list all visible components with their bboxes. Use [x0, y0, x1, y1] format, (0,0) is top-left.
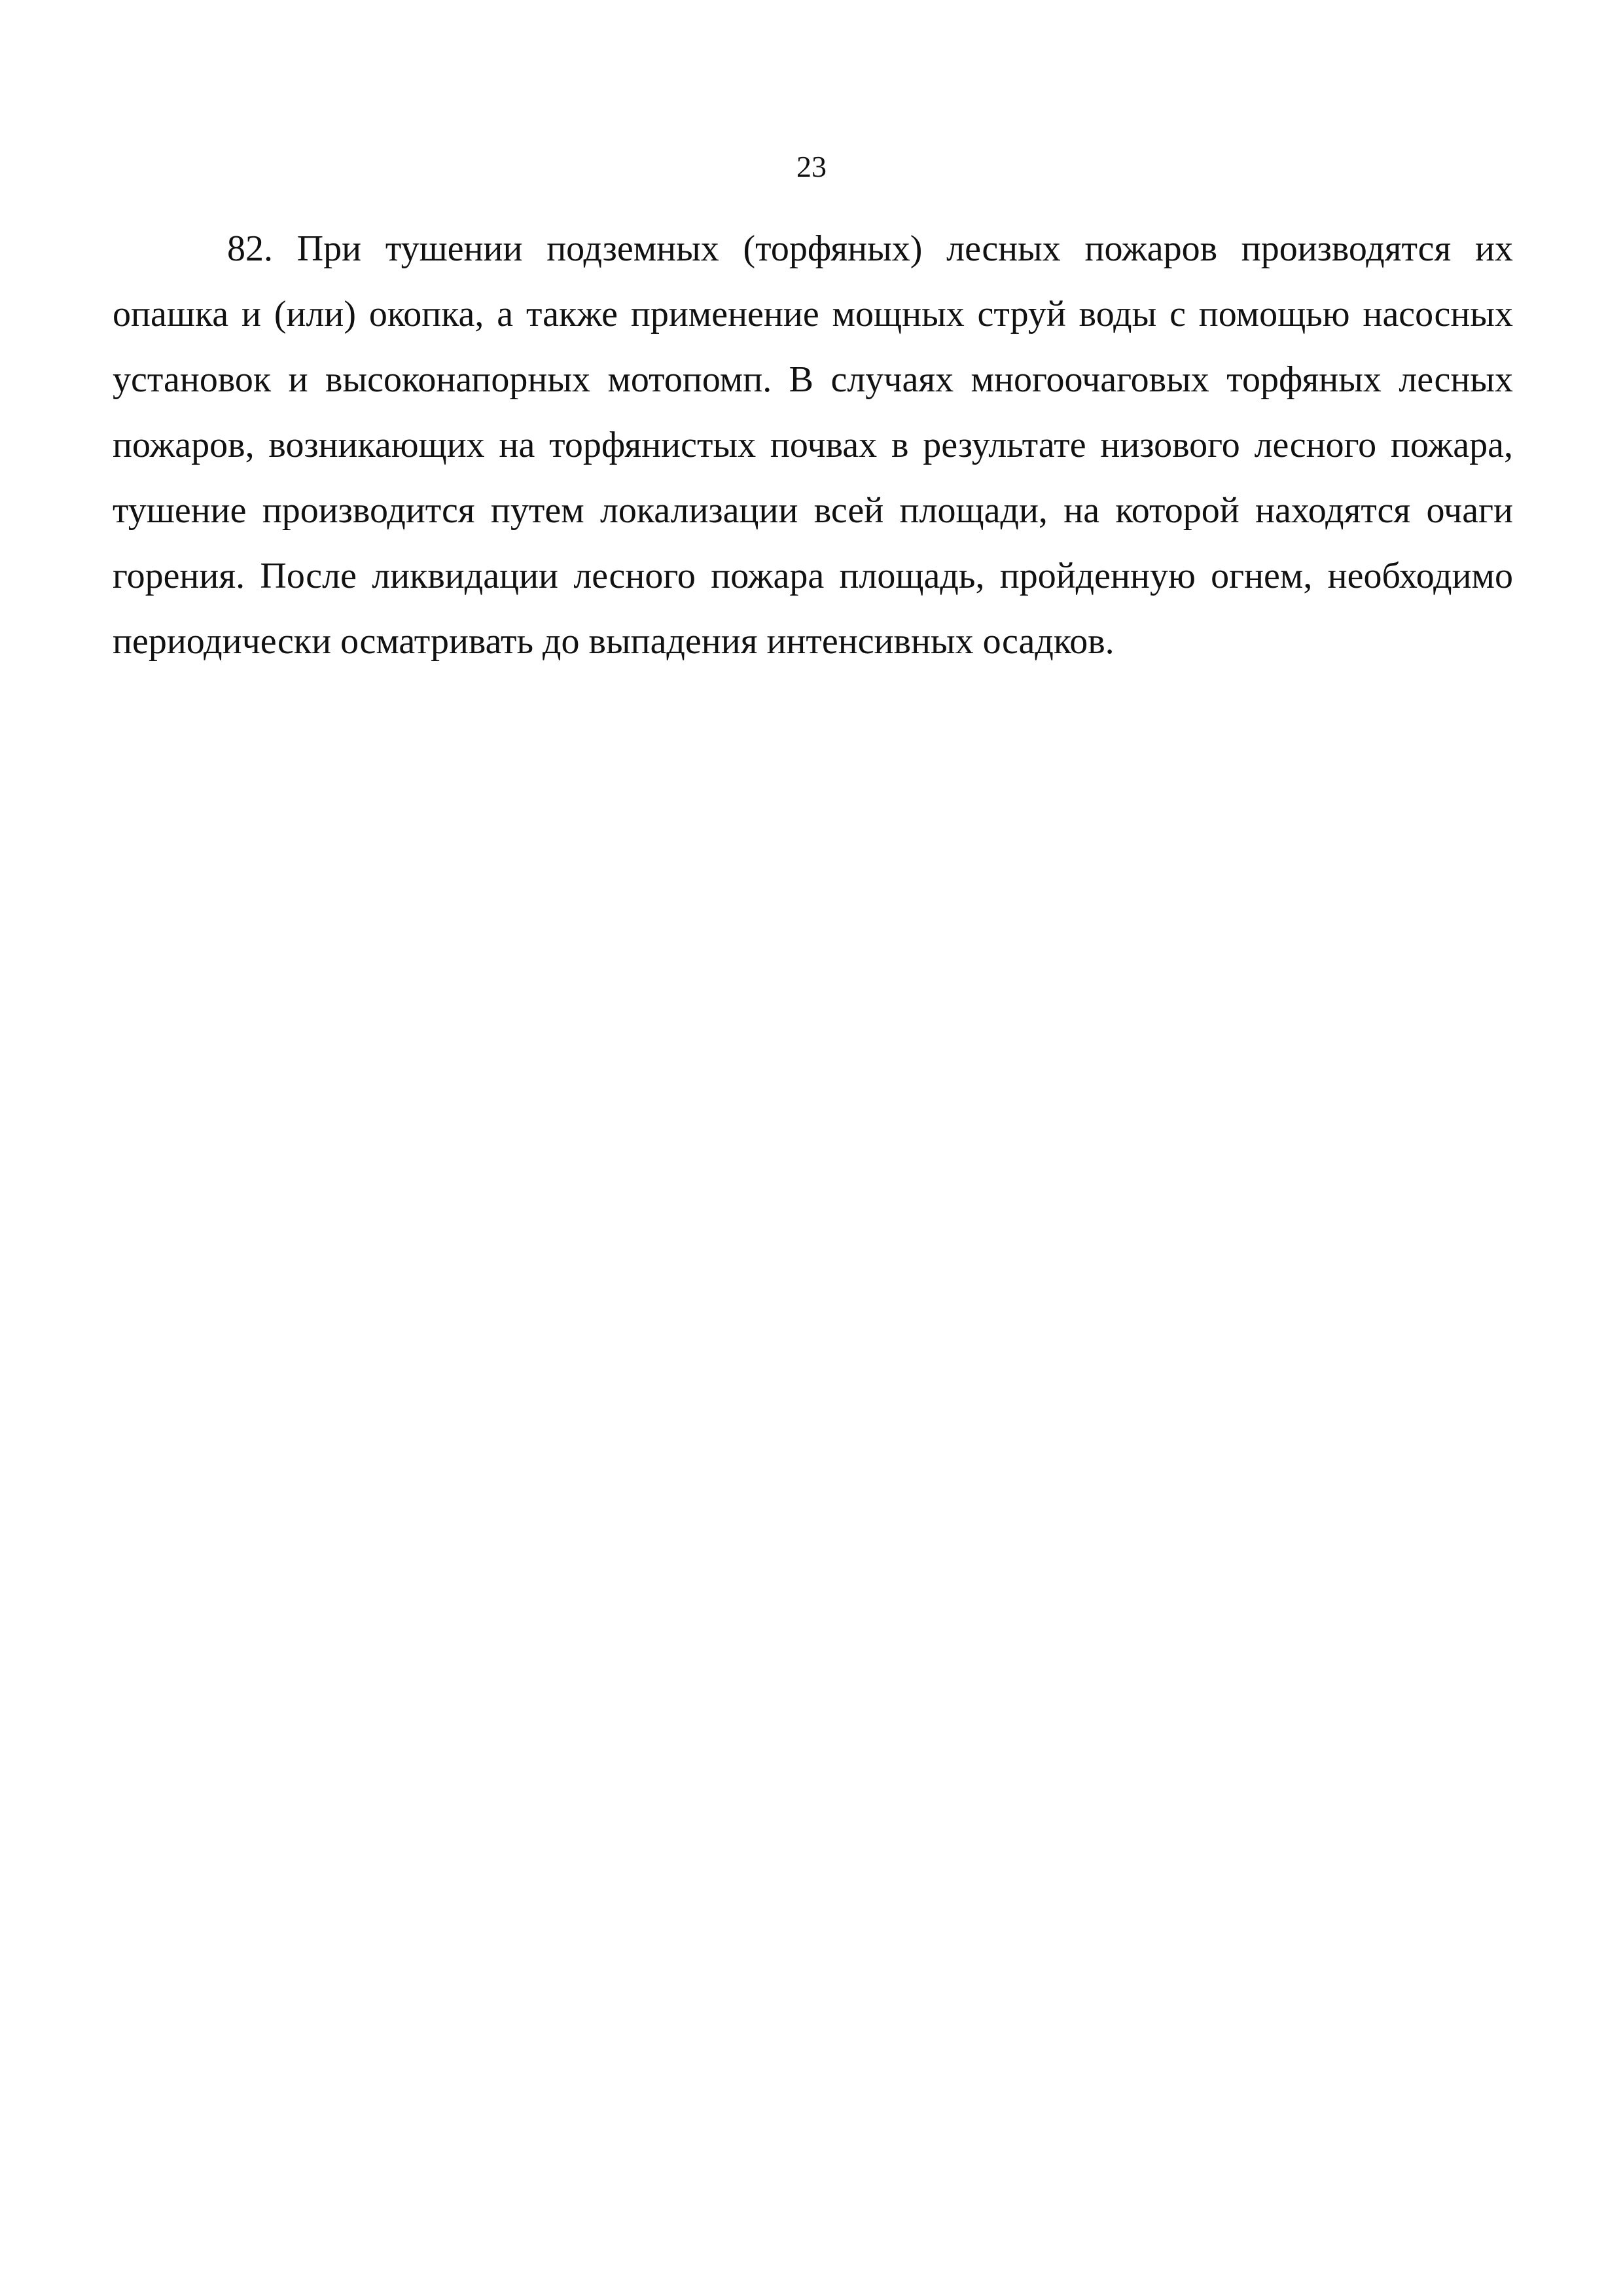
paragraph-line: опашка и (или) окопка, а также применение мощных струй воды с помощью насосных — [113, 294, 1513, 334]
paragraph-line: горения. После ликвидации лесного пожара площадь, пройденную огнем, необходимо — [113, 556, 1513, 596]
paragraph-line: периодически осматривать до выпадения интенсивных осадков. — [113, 621, 1115, 662]
paragraph-line: 82. При тушении подземных (торфяных) лесных пожаров производятся их — [227, 228, 1513, 269]
paragraph-line: установок и высоконапорных мотопомп. В случаях многоочаговых торфяных лесных — [113, 359, 1513, 400]
page-number: 23 — [796, 150, 827, 183]
paragraph-82 — [113, 216, 1513, 674]
paragraph-line: пожаров, возникающих на торфянистых почвах в результате низового лесного пожара, — [113, 425, 1513, 465]
paragraph-line: тушение производится путем локализации всей площади, на которой находятся очаги — [113, 490, 1513, 531]
